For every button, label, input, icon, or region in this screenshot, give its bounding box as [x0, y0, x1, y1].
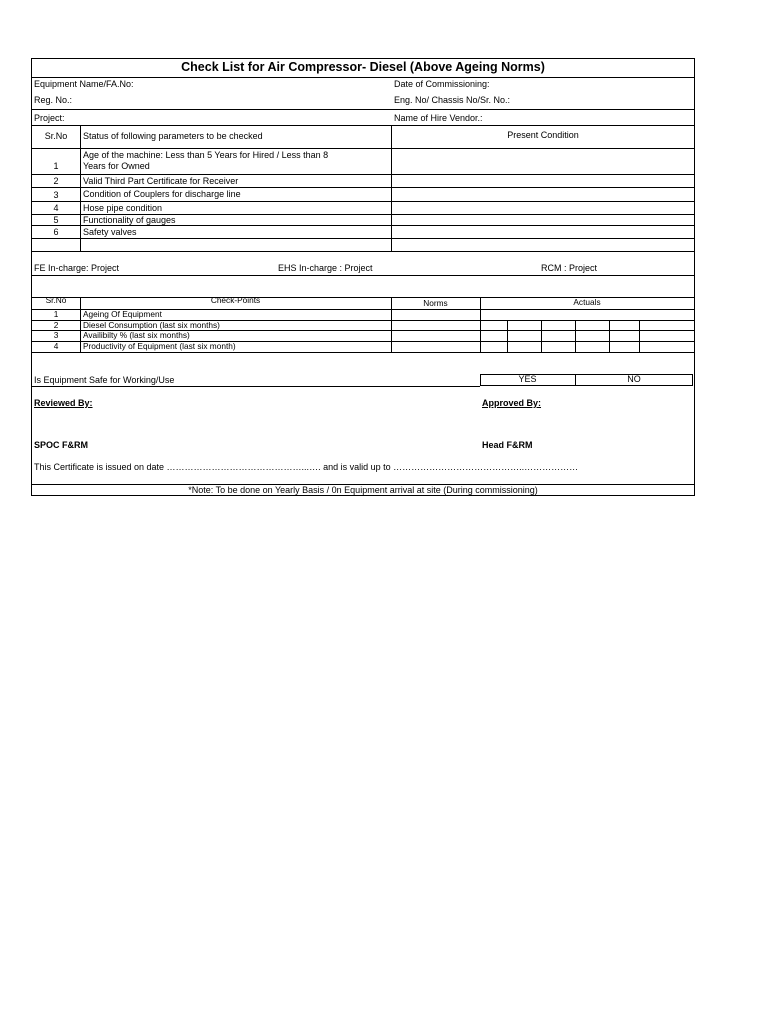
row-srno: 4: [53, 203, 59, 213]
safety-question: Is Equipment Safe for Working/Use: [34, 375, 175, 385]
row-srno: 1: [53, 161, 59, 171]
divider: [32, 238, 694, 239]
row-srno: 2: [53, 176, 59, 186]
divider: [507, 320, 508, 352]
approved-by-label: Approved By:: [482, 398, 542, 408]
divider: [32, 77, 694, 78]
divider: [609, 320, 610, 352]
divider: [541, 320, 542, 352]
cp-row-srno: 2: [53, 320, 59, 330]
divider: [32, 125, 694, 126]
divider: [80, 125, 81, 251]
cp-row-text: Productivity of Equipment (last six month): [83, 341, 236, 351]
divider: [32, 386, 480, 387]
page-title: Check List for Air Compressor- Diesel (Above Ageing Norms): [181, 60, 545, 74]
cp-col-checkpoints-header: Check-Points: [210, 295, 261, 305]
divider: [32, 275, 694, 276]
cp-row-srno: 3: [53, 330, 59, 340]
cp-row-text: Availibilty % (last six months): [83, 330, 190, 340]
ehs-incharge-label: EHS In-charge : Project: [278, 263, 373, 273]
row-text: Condition of Couplers for discharge line: [83, 189, 241, 199]
divider: [32, 352, 694, 353]
cp-col-actuals-header: Actuals: [573, 297, 601, 307]
col-present-header: Present Condition: [507, 130, 579, 140]
row-text: Valid Third Part Certificate for Receiver: [83, 176, 239, 186]
row-text: Safety valves: [83, 227, 137, 237]
divider: [32, 109, 694, 110]
equipment-name-label: Equipment Name/FA.No:: [34, 79, 134, 89]
col-status-header: Status of following parameters to be checked: [83, 131, 263, 141]
date-commissioning-label: Date of Commissioning:: [394, 79, 490, 89]
divider: [391, 125, 392, 251]
cp-col-srno-header: Sr.No: [45, 295, 67, 305]
yes-option: YES: [518, 374, 537, 384]
divider: [32, 148, 694, 149]
row-text: Functionality of gauges: [83, 215, 176, 225]
cp-row-srno: 1: [53, 309, 59, 319]
divider: [32, 225, 694, 226]
divider: [80, 297, 81, 352]
divider: [575, 320, 576, 352]
rcm-label: RCM : Project: [541, 263, 598, 273]
divider: [32, 201, 694, 202]
eng-no-label: Eng. No/ Chassis No/Sr. No.:: [394, 95, 511, 105]
row-text: Years for Owned: [83, 161, 150, 171]
divider: [32, 187, 694, 188]
footer-note: *Note: To be done on Yearly Basis / 0n Equipment arrival at site (During commissioning): [188, 485, 538, 495]
head-label: Head F&RM: [482, 440, 533, 450]
fe-incharge-label: FE In-charge: Project: [34, 263, 120, 273]
checklist-sheet: [31, 58, 695, 496]
row-srno: 3: [53, 190, 59, 200]
cp-row-text: Ageing Of Equipment: [83, 309, 162, 319]
divider: [32, 174, 694, 175]
divider: [32, 251, 694, 252]
no-option: NO: [627, 374, 641, 384]
hire-vendor-label: Name of Hire Vendor.:: [394, 113, 483, 123]
cp-row-srno: 4: [53, 341, 59, 351]
divider: [639, 320, 640, 352]
reg-no-label: Reg. No.:: [34, 95, 73, 105]
col-srno-header: Sr.No: [44, 131, 68, 141]
spoc-label: SPOC F&RM: [34, 440, 88, 450]
row-text: Hose pipe condition: [83, 203, 163, 213]
row-srno: 6: [53, 227, 59, 237]
cp-col-norms-header: Norms: [423, 298, 448, 308]
project-label: Project:: [34, 113, 65, 123]
row-text: Age of the machine: Less than 5 Years for Hired / Less than 8: [83, 150, 329, 160]
certificate-text: This Certificate is issued on date ………………………………………...…. and is valid up to ……………………………………..………………: [34, 462, 579, 472]
row-srno: 5: [53, 215, 59, 225]
reviewed-by-label: Reviewed By:: [34, 398, 93, 408]
cp-row-text: Diesel Consumption (last six months): [83, 320, 220, 330]
